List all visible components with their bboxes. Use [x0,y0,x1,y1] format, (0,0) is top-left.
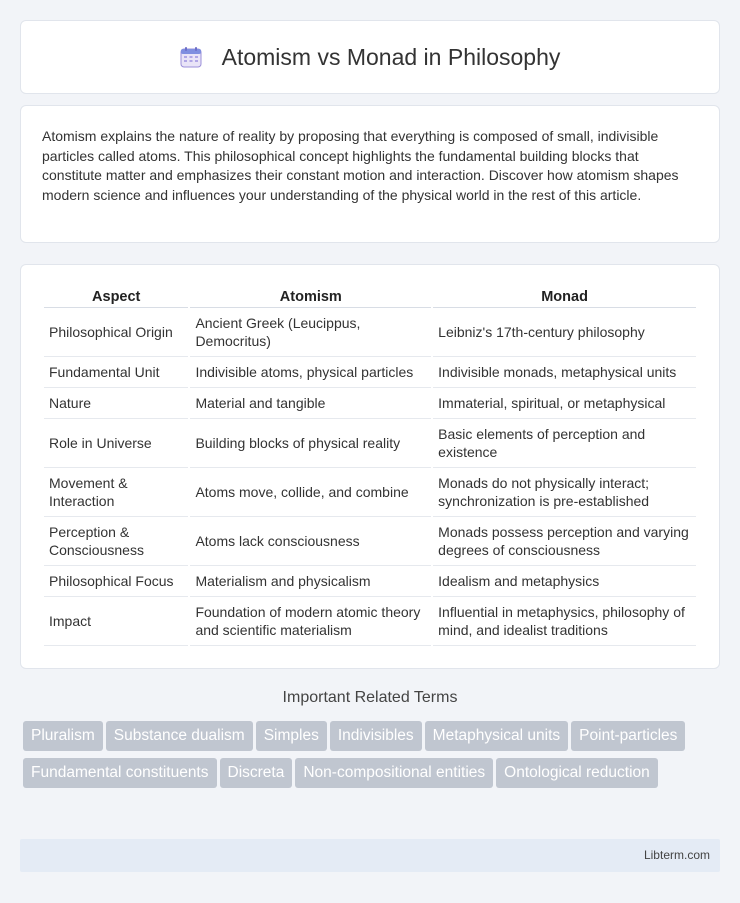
related-term-tag[interactable]: Simples [256,721,327,751]
related-term-tag[interactable]: Non-compositional entities [295,758,493,788]
cell-atomism: Foundation of modern atomic theory and scientific materialism [190,597,431,646]
header-card [20,20,720,94]
related-term-tag[interactable]: Indivisibles [330,721,422,751]
intro-text: Atomism explains the nature of reality by proposing that everything is composed of small, indivisible particles called atoms. This philosophical concept highlights the fundamental building blocks that constitute matter and emphasizes their constant motion and interaction. Discover how atomism shapes modern science and influences your understanding of the physical world in the rest of this article. [42,128,679,203]
cell-atomism: Atoms lack consciousness [190,517,431,566]
related-term-tag[interactable]: Metaphysical units [425,721,569,751]
related-term-tag[interactable]: Point-particles [571,721,685,751]
cell-monad: Idealism and metaphysics [433,566,696,597]
cell-atomism: Materialism and physicalism [190,566,431,597]
related-term-tag[interactable]: Pluralism [23,721,103,751]
cell-aspect: Philosophical Focus [44,566,188,597]
intro-card [20,105,720,243]
cell-atomism: Material and tangible [190,388,431,419]
footer [20,839,720,872]
cell-atomism: Ancient Greek (Leucippus, Democritus) [190,308,431,357]
related-term-tag[interactable]: Ontological reduction [496,758,658,788]
table-row [44,308,696,357]
cell-aspect: Role in Universe [44,419,188,468]
related-term-tag[interactable]: Fundamental constituents [23,758,217,788]
table-row [44,419,696,468]
cell-aspect: Fundamental Unit [44,357,188,388]
cell-atomism: Indivisible atoms, physical particles [190,357,431,388]
cell-monad: Leibniz's 17th-century philosophy [433,308,696,357]
footer-brand[interactable]: Libterm.com [643,848,710,862]
table-row [44,517,696,566]
cell-aspect: Perception & Consciousness [44,517,188,566]
table-row [44,357,696,388]
table-row [44,388,696,419]
related-term-tag[interactable]: Substance dualism [106,721,253,751]
comparison-card [20,264,720,669]
cell-aspect: Philosophical Origin [44,308,188,357]
page-title: Atomism vs Monad in Philosophy [221,43,561,70]
header-monad: Monad [433,287,696,308]
cell-monad: Basic elements of perception and existence [433,419,696,468]
cell-atomism: Atoms move, collide, and combine [190,468,431,517]
calendar-icon [180,46,202,68]
cell-atomism: Building blocks of physical reality [190,419,431,468]
cell-monad: Immaterial, spiritual, or metaphysical [433,388,696,419]
table-header-row [44,287,696,308]
related-term-tag[interactable]: Discreta [220,758,293,788]
related-terms-title: Important Related Terms [282,689,458,706]
cell-aspect: Impact [44,597,188,646]
header-atomism: Atomism [190,287,431,308]
table-row [44,597,696,646]
cell-monad: Indivisible monads, metaphysical units [433,357,696,388]
cell-aspect: Movement & Interaction [44,468,188,517]
cell-aspect: Nature [44,388,188,419]
header-aspect: Aspect [44,287,188,308]
comparison-table [42,287,698,646]
cell-monad: Monads do not physically interact; synchronization is pre-established [433,468,696,517]
table-row [44,566,696,597]
related-terms-list [23,721,713,795]
table-row [44,468,696,517]
cell-monad: Monads possess perception and varying degrees of consciousness [433,517,696,566]
cell-monad: Influential in metaphysics, philosophy of mind, and idealist traditions [433,597,696,646]
